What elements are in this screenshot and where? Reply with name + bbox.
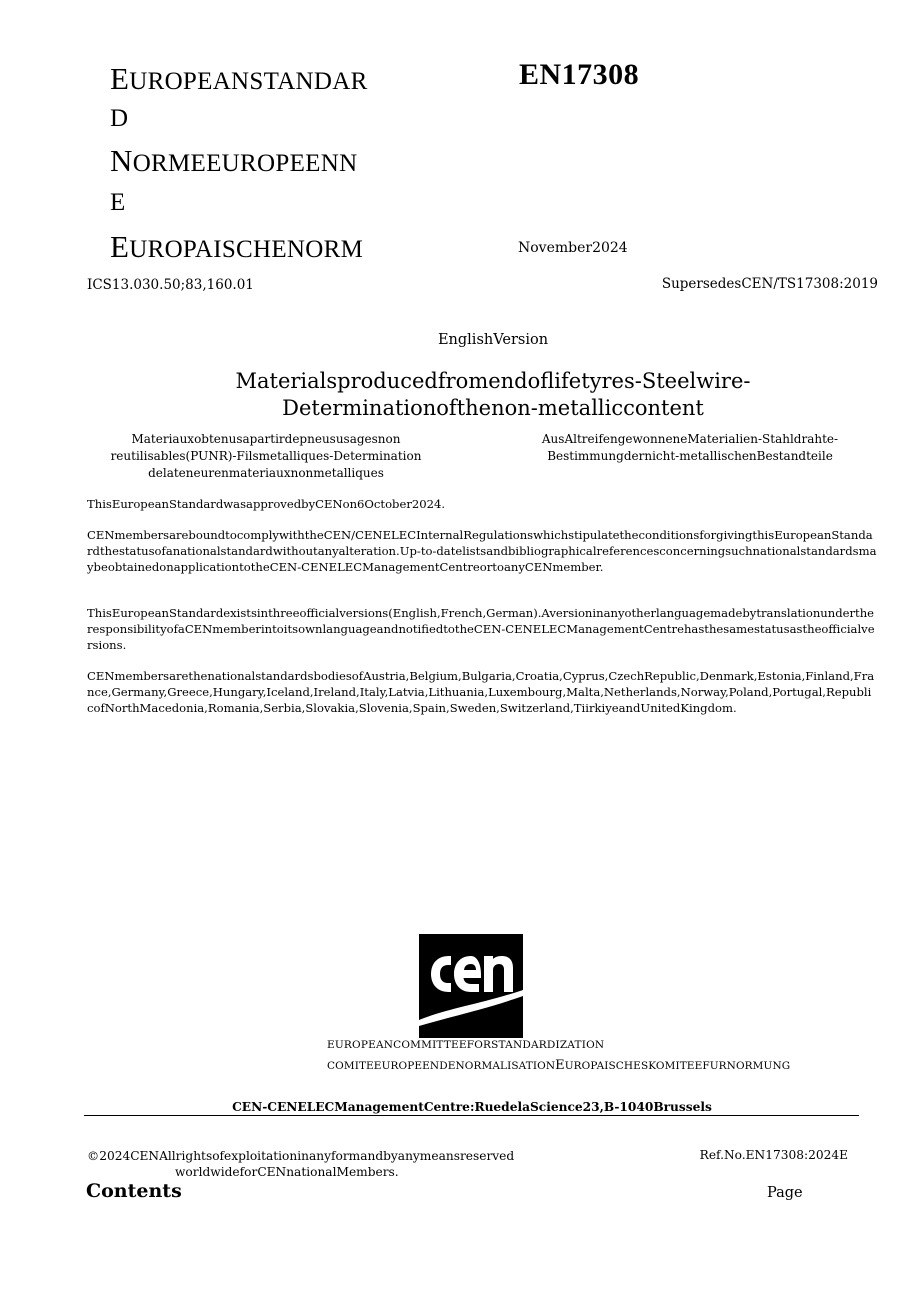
title-line-2: D bbox=[110, 105, 129, 132]
contents-heading: Contents bbox=[86, 1180, 182, 1202]
committee-name-french: COMITEEUROPEENDENORMALISATION bbox=[327, 1060, 556, 1072]
title-line-5: EUROPAISCHENORM bbox=[110, 229, 364, 264]
cen-logo-icon bbox=[419, 934, 523, 1038]
supersedes-note: SupersedesCEN/TS17308:2019 bbox=[661, 276, 878, 292]
reference-number: Ref.No.EN17308:2024E bbox=[699, 1148, 848, 1162]
german-title: AusAltreifengewonneneMaterialien-Stahldrahte-Bestimmungdernicht-metallischenBestandteile bbox=[541, 432, 839, 463]
footer-divider bbox=[84, 1115, 859, 1116]
title-line-3: NORMEEUROPEENN bbox=[110, 143, 358, 178]
document-title-line-2: Determinationofthenon-metalliccontent bbox=[282, 396, 704, 420]
document-title-line-1: Materialsproducedfromendoflifetyres-Steelwire- bbox=[235, 369, 751, 393]
page-column-label: Page bbox=[767, 1185, 803, 1201]
committee-name-german-cap: E bbox=[555, 1058, 565, 1073]
title-line-1: EUROPEANSTANDAR bbox=[110, 61, 368, 96]
ics-code: ICS13.030.50;83,160.01 bbox=[87, 277, 254, 293]
version-label: EnglishVersion bbox=[437, 332, 549, 348]
approval-paragraph: ThisEuropeanStandardwasapprovedbyCENon6October2024. bbox=[87, 497, 446, 511]
title-line-4: E bbox=[110, 189, 126, 216]
publication-date: November2024 bbox=[518, 240, 628, 256]
compliance-paragraph: CENmembersareboundtocomplywiththeCEN/CENELECInternalRegulationswhichstipulatetheconditionsforgivingthisEuropeanStandardthestatusofanationalstandardwithoutanyalteration.Up-to-datelistsandbibliographicalreferencesconcerningsuchnationalstandardsmaybeobtainedonapplicationtotheCEN-CENELECManagementCentreortoanyCENmember. bbox=[87, 528, 877, 574]
cen-logo bbox=[419, 934, 523, 1038]
french-title: Materiauxobtenusapartirdepneususagesnon reutilisables(PUNR)-Filsmetalliques-Determination delateneurenmateriauxnonmetalliques bbox=[110, 432, 422, 480]
versions-paragraph: ThisEuropeanStandardexistsinthreeofficialversions(English,French,German).AversioninanyotherlanguagemadebytranslationundertheresponsibilityofaCENmemberintoitsownlanguageandnotifiedtotheCEN-CENELECManagementCentrehasthesamestatusastheofficialversions. bbox=[87, 606, 875, 652]
committee-name-english: EUROPEANCOMMITTEEFORSTANDARDIZATION bbox=[327, 1039, 605, 1051]
committee-name-other bbox=[327, 1058, 790, 1073]
document-title bbox=[0, 368, 920, 422]
copyright-line-1: ©2024CENAllrightsofexploitationinanyformandbyanymeansreserved bbox=[87, 1149, 515, 1163]
members-paragraph: CENmembersarethenationalstandardsbodiesofAustria,Belgium,Bulgaria,Croatia,Cyprus,CzechRepublic,Denmark,Estonia,Finland,France,Germany,Greece,Hungary,Iceland,Ireland,Italy,Latvia,Lithuania,Luxembourg,Malta,Netherlands,Norway,Poland,Portugal,RepublicofNorthMacedonia,Romania,Serbia,Slovakia,Slovenia,Spain,Sweden,Switzerland,TiirkiyeandUnitedKingdom. bbox=[87, 669, 875, 715]
copyright-line-2: worldwideforCENnationalMembers. bbox=[175, 1165, 399, 1179]
copyright-notice bbox=[87, 1148, 527, 1180]
management-centre-address: CEN-CENELECManagementCentre:RuedelaScience23,B-1040Brussels bbox=[232, 1100, 712, 1114]
standard-number: EN17308 bbox=[519, 58, 640, 91]
committee-name-german: UROPAISCHESKOMITEEFURNORMUNG bbox=[564, 1060, 791, 1072]
